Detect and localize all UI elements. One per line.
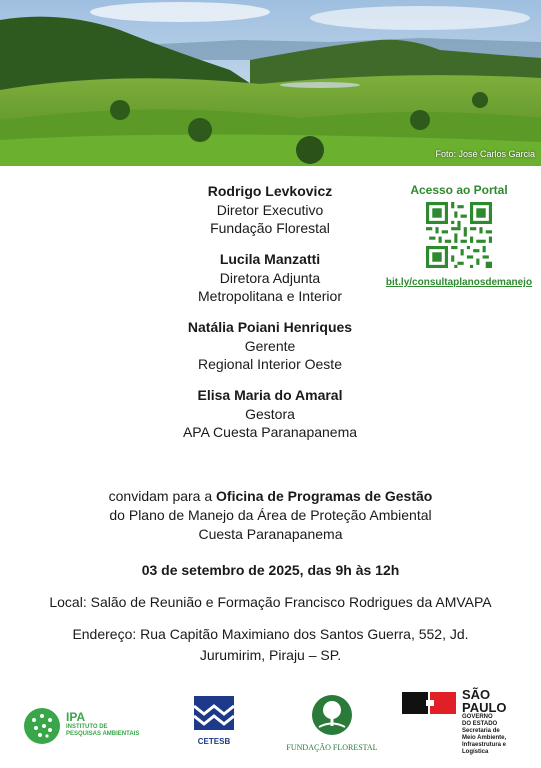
signatories-list <box>120 182 420 454</box>
signatory-org: Metropolitana e Interior <box>198 288 342 304</box>
signatory-name: Rodrigo Levkovicz <box>207 183 333 199</box>
address-line-2: Jurumirim, Piraju – SP. <box>199 647 342 663</box>
address-line-1: Endereço: Rua Capitão Maximiano dos Santos Guerra, 552, Jd. <box>72 626 469 642</box>
signatory <box>120 182 420 237</box>
cetesb-logo <box>192 696 236 746</box>
event-name: Oficina de Programas de Gestão <box>216 488 433 504</box>
cetesb-label: CETESB <box>197 737 231 746</box>
sp-line-7: Infraestrutura e <box>462 742 507 748</box>
portal-access <box>380 183 538 288</box>
cetesb-wave-icon <box>194 696 234 730</box>
fundacao-florestal-logo <box>282 694 382 752</box>
signatory <box>120 250 420 305</box>
signatory-role: Gerente <box>244 338 296 354</box>
sp-line-1: SÃO <box>462 687 491 702</box>
hero-landscape-photo <box>0 0 541 166</box>
signatory-name: Natália Poiani Henriques <box>187 319 353 335</box>
signatory-role: Gestora <box>245 406 295 422</box>
sao-paulo-government-logo <box>402 687 532 755</box>
invitation-line-1 <box>20 487 521 506</box>
ipa-logo <box>22 706 140 751</box>
invitation-line-2: do Plano de Manejo da Área de Proteção Ambiental <box>109 507 432 523</box>
signatory <box>120 318 420 373</box>
signatory-role: Diretora Adjunta <box>219 270 321 286</box>
sp-line-8: Logística <box>462 749 489 755</box>
photo-credit: Foto: José Carlos Garcia <box>435 149 535 159</box>
portal-title: Acesso ao Portal <box>410 183 508 197</box>
portal-link[interactable]: bit.ly/consultaplanosdemanejo <box>385 277 533 288</box>
signatory <box>120 386 420 441</box>
sp-emblem-icon <box>402 688 458 718</box>
sp-line-4: DO ESTADO <box>462 721 498 727</box>
invitation-line-3: Cuesta Paranapanema <box>198 526 343 542</box>
signatory-org: Fundação Florestal <box>210 220 330 236</box>
ipa-line-2: PESQUISAS AMBIENTAIS <box>66 731 140 737</box>
ff-label: FUNDAÇÃO FLORESTAL <box>286 743 378 752</box>
signatory-name: Elisa Maria do Amaral <box>197 387 343 403</box>
signatory-org: APA Cuesta Paranapanema <box>182 424 358 440</box>
invitation-text <box>20 487 521 544</box>
ipa-abbr: IPA <box>66 710 86 724</box>
sp-line-2: PAULO <box>462 700 507 715</box>
event-location: Local: Salão de Reunião e Formação Francisco Rodrigues da AMVAPA <box>49 594 492 610</box>
partner-logos <box>0 686 541 768</box>
sp-line-6: Meio Ambiente, <box>462 735 507 741</box>
tree-icon <box>311 694 353 736</box>
sp-line-5: Secretaria de <box>462 728 500 734</box>
signatory-role: Diretor Executivo <box>216 202 324 218</box>
signatory-org: Regional Interior Oeste <box>198 356 342 372</box>
sp-line-3: GOVERNO <box>462 714 493 720</box>
ipa-leaf-icon <box>22 706 62 746</box>
invitation-lead: convidam para a <box>108 488 217 504</box>
event-address <box>40 624 501 666</box>
signatory-name: Lucila Manzatti <box>219 251 321 267</box>
event-date: 03 de setembro de 2025, das 9h às 12h <box>141 562 400 578</box>
qr-code-icon[interactable] <box>426 202 492 268</box>
ipa-line-1: INSTITUTO DE <box>66 724 108 730</box>
